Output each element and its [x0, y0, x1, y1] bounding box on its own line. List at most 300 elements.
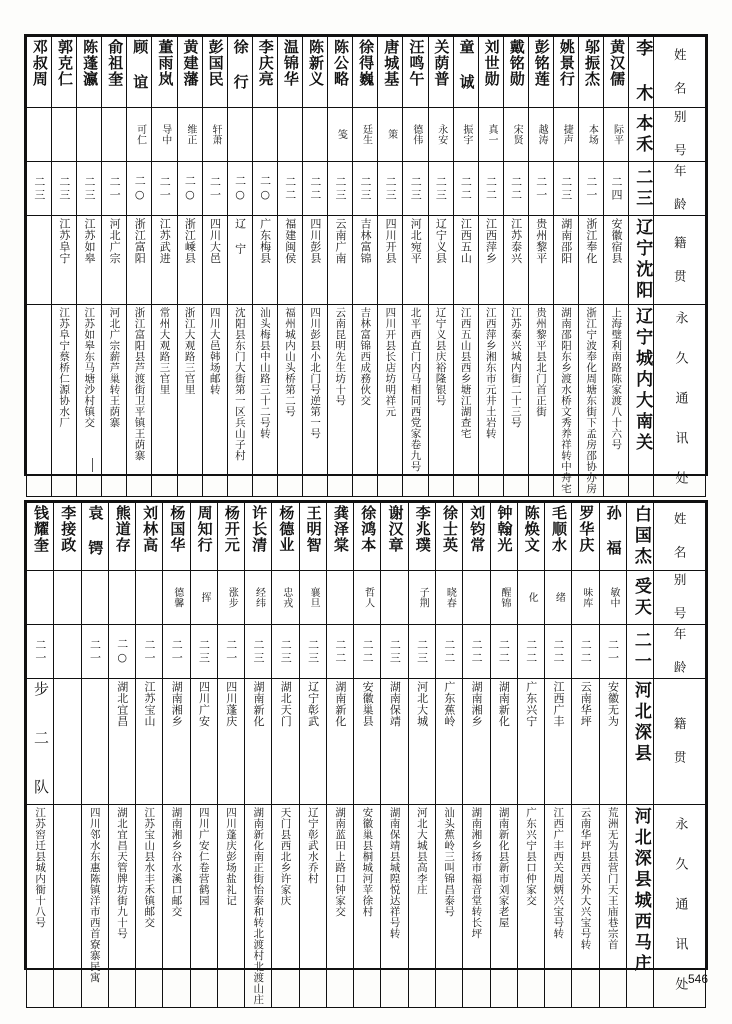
roster-cell-age: [545, 625, 572, 679]
roster-cell-age: [127, 162, 152, 216]
roster-cell-age: [381, 625, 408, 679]
roster-cell-alias: [303, 108, 328, 162]
roster-text-alias: 涨步: [226, 587, 238, 608]
row-label-text: 姓 名: [672, 512, 688, 561]
roster-text-origin: 四川广安: [197, 681, 211, 727]
roster-cell-name: [378, 37, 403, 108]
roster-cell-origin: [190, 679, 217, 805]
roster-text-name: 孙 福: [604, 505, 623, 556]
roster-cell-name: [328, 37, 353, 108]
roster-cell-origin: [435, 679, 462, 805]
roster-cell-origin: [381, 679, 408, 805]
roster-text-age: 二一: [142, 638, 156, 665]
unit-designation: [27, 679, 54, 805]
roster-text-name: 李 木: [632, 39, 653, 105]
roster-cell-name: [408, 503, 435, 571]
roster-cell-name: [277, 37, 302, 108]
roster-cell-name: [102, 37, 127, 108]
roster-text-alias: 廷生: [360, 124, 372, 145]
roster-text-address: 江西萍乡湘东市元井土岩转: [484, 307, 497, 439]
roster-text-address: 沈阳县东门大街第一区兵山子村: [233, 307, 246, 461]
roster-cell-name: [227, 37, 252, 108]
roster-cell-age: [217, 625, 244, 679]
roster-cell-alias: [277, 108, 302, 162]
roster-text-address: 湖南湘乡谷水溪口邮交: [170, 807, 183, 917]
roster-text-age: 二三: [359, 175, 373, 202]
roster-cell-origin: [328, 216, 353, 305]
roster-cell-name: [52, 37, 77, 108]
roster-text-age: 二二: [361, 638, 375, 665]
roster-cell-age: [503, 162, 528, 216]
roster-cell-address: [77, 305, 102, 497]
roster-text-age: 二三: [83, 175, 96, 202]
roster-text-age: 二二: [524, 638, 538, 665]
row-label-text: 籍 贯: [672, 717, 688, 766]
roster-text-name: 袁 锷: [86, 505, 105, 556]
roster-cell-alias: [202, 108, 227, 162]
roster-text-address: 湖南保靖县城隍悦达祥号转: [388, 807, 401, 939]
roster-cell-address: [381, 805, 408, 1008]
roster-text-alias: 忠戎: [280, 587, 292, 608]
roster-cell-age: [163, 625, 190, 679]
roster-cell-origin: [227, 216, 252, 305]
roster-text-origin: 步 二 队: [32, 681, 50, 802]
roster-cell-address: [299, 805, 326, 1008]
roster-text-address: 四川邻水东惠陈镇洋市西首寮寨民寓: [88, 807, 101, 983]
roster-text-name: 李庆亮: [256, 39, 275, 87]
roster-cell-age: [27, 162, 52, 216]
roster-cell-origin: [599, 679, 626, 805]
roster-cell-alias: [428, 108, 453, 162]
roster-text-age: 二一: [88, 638, 102, 665]
roster-text-origin: 辽 宁: [233, 218, 247, 255]
roster-text-name: 白国杰: [630, 505, 651, 568]
roster-cell-age: [202, 162, 227, 216]
roster-cell-age: [54, 625, 81, 679]
roster-text-name: 徐士英: [440, 505, 459, 553]
roster-text-alias: 德伟: [410, 124, 422, 145]
roster-text-address: 江苏宝山县水丰禾镇邮交: [143, 807, 156, 928]
roster-grid-top: [26, 36, 706, 497]
roster-text-origin: 福建闽侯: [283, 218, 297, 264]
roster-cell-age: [328, 162, 353, 216]
roster-text-alias: 绪: [553, 592, 565, 603]
roster-text-name: 徐 行: [231, 39, 250, 90]
roster-cell-alias: [52, 108, 77, 162]
roster-cell-alias: [252, 108, 277, 162]
roster-text-address: 北平西直门内马相同西党家卷九号: [409, 307, 422, 472]
roster-text-origin: 湖南新化: [252, 681, 266, 727]
roster-text-name: 姚景行: [557, 39, 576, 87]
row-label-origin: [654, 679, 706, 805]
roster-text-name: 徐鸿本: [359, 505, 378, 553]
roster-text-age: 二一: [158, 175, 172, 202]
roster-cell-origin: [528, 216, 553, 305]
roster-text-address: 四川开县长店坊明祥元: [384, 307, 397, 417]
roster-cell-alias: [381, 571, 408, 625]
roster-text-name: 温锦华: [281, 39, 300, 87]
roster-cell-name: [127, 37, 152, 108]
roster-cell-name: [435, 503, 462, 571]
roster-cell-origin: [403, 216, 428, 305]
roster-text-name: 钟翰光: [495, 505, 514, 553]
roster-cell-age: [463, 625, 490, 679]
roster-text-name: 杨开元: [222, 505, 241, 553]
roster-text-address: 天门县西北乡许家庆: [279, 807, 292, 906]
roster-cell-origin: [354, 679, 381, 805]
roster-cell-alias: [102, 108, 127, 162]
roster-cell-name: [27, 37, 52, 108]
roster-text-age: 二三: [632, 167, 653, 210]
roster-cell-alias: [463, 571, 490, 625]
roster-cell-address: [303, 305, 328, 497]
row-label-text: 籍 贯: [672, 235, 688, 285]
roster-cell-origin: [245, 679, 272, 805]
roster-cell-name: [252, 37, 277, 108]
roster-text-address: 汕头梅县中山路三十二号转: [258, 307, 271, 439]
roster-cell-alias: [403, 108, 428, 162]
roster-text-alias: 维正: [184, 124, 196, 145]
roster-cell-origin: [503, 216, 528, 305]
roster-cell-origin: [102, 216, 127, 305]
roster-text-origin: 四川蓬庆: [224, 681, 238, 727]
roster-text-origin: 广东兴宁: [524, 681, 538, 727]
roster-text-age: 二一: [108, 175, 122, 202]
roster-text-age: 二一: [534, 175, 548, 202]
roster-text-age: 二一: [584, 175, 598, 202]
roster-text-name: 刘世勋: [482, 39, 501, 87]
roster-cell-alias: [629, 108, 654, 162]
roster-text-alias: 哲人: [362, 587, 374, 608]
roster-cell-alias: [152, 108, 177, 162]
roster-text-address: 四川大邑韩场邮转: [208, 307, 221, 395]
roster-cell-origin: [54, 679, 81, 805]
roster-text-address: 贵州黎平县北门首正街: [534, 307, 547, 417]
roster-grid-bottom: [26, 502, 706, 1008]
roster-cell-name: [202, 37, 227, 108]
roster-text-address: 四川彭县小北门号逆第一号: [309, 307, 322, 439]
roster-text-alias: 捷声: [561, 124, 573, 145]
roster-cell-origin: [478, 216, 503, 305]
roster-text-address: 四川蓬庆彭场盐礼记: [225, 807, 238, 906]
roster-cell-age: [428, 162, 453, 216]
roster-text-origin: 吉林富锦: [359, 218, 373, 264]
roster-text-name: 熊道存: [113, 505, 132, 553]
roster-text-age: 二四: [609, 175, 623, 202]
roster-text-age: 二二: [333, 638, 347, 665]
row-label-text: 年 龄: [672, 164, 688, 213]
roster-cell-alias: [190, 571, 217, 625]
roster-cell-origin: [299, 679, 326, 805]
roster-cell-address: [108, 805, 135, 1008]
roster-text-age: 二一: [606, 638, 620, 665]
roster-text-age: 二一: [33, 638, 47, 665]
roster-cell-origin: [127, 216, 152, 305]
roster-cell-age: [152, 162, 177, 216]
roster-cell-alias: [517, 571, 544, 625]
roster-text-origin: 浙江富阳: [133, 218, 147, 264]
roster-text-origin: 浙江嵊县: [183, 218, 197, 264]
table-row: [27, 679, 706, 805]
roster-cell-name: [626, 503, 653, 571]
roster-text-origin: 湖南保靖: [388, 681, 402, 727]
roster-cell-name: [353, 37, 378, 108]
roster-text-age: 二三: [384, 175, 398, 202]
roster-cell-name: [553, 37, 578, 108]
roster-text-alias: 宋贤: [511, 124, 523, 145]
roster-cell-origin: [81, 679, 108, 805]
roster-cell-address: [428, 305, 453, 497]
row-label-text: 别 号: [672, 573, 688, 622]
roster-text-name: 童 诚: [457, 39, 476, 90]
roster-text-name: 徐得巍: [357, 39, 376, 87]
roster-cell-origin: [152, 216, 177, 305]
roster-text-address: 浙江大观路三官里: [183, 307, 196, 395]
roster-text-origin: 湖南湘乡: [470, 681, 484, 727]
roster-cell-age: [272, 625, 299, 679]
roster-cell-address: [579, 305, 604, 497]
roster-cell-origin: [277, 216, 302, 305]
roster-text-alias: 经纬: [253, 587, 265, 608]
roster-text-origin: 江苏武进: [158, 218, 172, 264]
table-row: [27, 805, 706, 1008]
roster-text-age: 二二: [470, 638, 484, 665]
roster-text-address: 四川广安仁卷营鹤园: [197, 807, 210, 906]
row-label-text: 年 龄: [672, 627, 688, 676]
roster-cell-name: [428, 37, 453, 108]
roster-cell-address: [629, 305, 654, 497]
roster-text-name: 黄建藩: [181, 39, 200, 87]
roster-text-name: 周知行: [195, 505, 214, 553]
roster-cell-address: [27, 305, 52, 497]
roster-cell-alias: [604, 108, 629, 162]
roster-cell-alias: [227, 108, 252, 162]
roster-cell-age: [227, 162, 252, 216]
roster-cell-address: [272, 805, 299, 1008]
roster-text-origin: 湖北宜昌: [115, 681, 129, 727]
roster-text-name: 杨国华: [168, 505, 187, 553]
roster-text-name: 顾 谊: [131, 39, 150, 90]
roster-cell-alias: [27, 571, 54, 625]
roster-cell-address: [190, 805, 217, 1008]
roster-text-origin: 江西五山: [459, 218, 473, 264]
roster-cell-name: [629, 37, 654, 108]
roster-text-age: 二三: [252, 638, 266, 665]
roster-text-address: 江西广丰西关周炳兴宝号转: [552, 807, 565, 939]
roster-cell-address: [478, 305, 503, 497]
roster-text-address: 河北深县城西马庄: [630, 807, 651, 975]
roster-cell-age: [626, 625, 653, 679]
roster-cell-age: [108, 625, 135, 679]
roster-cell-age: [245, 625, 272, 679]
page-number: 546: [687, 972, 708, 986]
roster-text-name: 唐城基: [382, 39, 401, 87]
roster-text-origin: 江西广丰: [551, 681, 565, 727]
roster-text-alias: 化: [526, 592, 538, 603]
roster-text-name: 陈公略: [332, 39, 351, 87]
roster-cell-alias: [136, 571, 163, 625]
roster-text-address: 湖南蓝田上路口钟家交: [334, 807, 347, 917]
roster-cell-address: [277, 305, 302, 497]
roster-cell-address: [52, 305, 77, 497]
roster-text-name: 黄汉儒: [608, 39, 627, 87]
roster-text-origin: 浙江奉化: [584, 218, 598, 264]
roster-cell-origin: [52, 216, 77, 305]
roster-cell-origin: [545, 679, 572, 805]
row-label-alias: [654, 571, 706, 625]
roster-cell-alias: [299, 571, 326, 625]
roster-cell-age: [277, 162, 302, 216]
roster-text-address: 广东兴宁县口仲家交: [524, 807, 537, 906]
roster-text-address: 荒洲无为县营门天王庙巷宗首: [606, 807, 619, 950]
roster-cell-age: [354, 625, 381, 679]
roster-cell-alias: [326, 571, 353, 625]
roster-cell-name: [272, 503, 299, 571]
roster-text-origin: 江西萍乡: [484, 218, 498, 264]
roster-cell-age: [27, 625, 54, 679]
roster-cell-age: [528, 162, 553, 216]
roster-cell-age: [453, 162, 478, 216]
roster-cell-age: [478, 162, 503, 216]
roster-text-alias: 本禾: [632, 113, 653, 156]
roster-cell-origin: [579, 216, 604, 305]
roster-cell-alias: [272, 571, 299, 625]
roster-text-alias: 真一: [485, 124, 497, 145]
roster-cell-name: [54, 503, 81, 571]
roster-cell-age: [517, 625, 544, 679]
roster-cell-address: [202, 305, 227, 497]
roster-cell-age: [190, 625, 217, 679]
roster-text-address: 湖南新化南正街怡泰和转北渡村北渡山庄: [252, 807, 265, 1005]
roster-text-address: 江西五山县西乡塘江湖查宅: [459, 307, 472, 439]
roster-text-address: 江苏泰兴城内街二十三号: [509, 307, 522, 428]
roster-text-name: 俞祖奎: [106, 39, 125, 87]
roster-text-alias: 德馨: [171, 587, 183, 608]
roster-text-origin: 湖南新化: [333, 681, 347, 727]
roster-cell-origin: [202, 216, 227, 305]
roster-text-age: 二二: [497, 638, 511, 665]
roster-cell-name: [217, 503, 244, 571]
roster-cell-name: [604, 37, 629, 108]
table-row: [27, 37, 706, 108]
roster-cell-name: [403, 37, 428, 108]
roster-cell-age: [490, 625, 517, 679]
roster-cell-origin: [326, 679, 353, 805]
roster-cell-name: [572, 503, 599, 571]
roster-cell-origin: [378, 216, 403, 305]
roster-text-address: 江苏阜宁蔡桥仁源协水厂: [58, 307, 71, 428]
roster-text-age: 二三: [279, 638, 293, 665]
roster-text-origin: 江苏如皋: [83, 218, 96, 264]
roster-cell-alias: [354, 571, 381, 625]
roster-cell-alias: [599, 571, 626, 625]
roster-cell-address: [217, 805, 244, 1008]
table-row: [27, 571, 706, 625]
roster-cell-name: [299, 503, 326, 571]
roster-cell-name: [545, 503, 572, 571]
roster-text-origin: 江苏阜宁: [57, 218, 71, 264]
roster-text-address: 河北广宗薪芦巢转王荫寨: [108, 307, 121, 428]
roster-cell-alias: [54, 571, 81, 625]
roster-cell-address: [599, 805, 626, 1008]
roster-text-name: 陈焕文: [522, 505, 541, 553]
row-label-address: [654, 305, 706, 497]
roster-text-age: 二二: [579, 638, 593, 665]
roster-text-address: 湖北宜昌天管牌坊街九十号: [115, 807, 128, 939]
roster-cell-name: [579, 37, 604, 108]
roster-text-address: 辽宁彰武水乔村: [306, 807, 319, 884]
roster-cell-name: [190, 503, 217, 571]
roster-cell-address: [127, 305, 152, 497]
roster-cell-alias: [553, 108, 578, 162]
roster-cell-address: [102, 305, 127, 497]
roster-text-name: 毛顺水: [550, 505, 569, 553]
roster-text-address: 湖南新化县新市刘家老屋: [497, 807, 510, 928]
roster-cell-origin: [136, 679, 163, 805]
roster-text-age: 二三: [409, 175, 423, 202]
roster-text-address: 安徽巢县桐城河苹徐村: [361, 807, 374, 917]
roster-cell-alias: [545, 571, 572, 625]
roster-cell-origin: [572, 679, 599, 805]
roster-text-age: 二○: [258, 174, 272, 203]
roster-text-origin: 湖南湘乡: [170, 681, 184, 727]
roster-text-name: 邓叔周: [30, 39, 49, 87]
roster-cell-age: [81, 625, 108, 679]
roster-cell-age: [572, 625, 599, 679]
roster-text-origin: 云南华坪: [579, 681, 593, 727]
roster-cell-origin: [604, 216, 629, 305]
roster-text-alias: 挥: [198, 592, 210, 603]
roster-text-address: 上海璧利南路陈家渡八十六号: [610, 307, 623, 450]
roster-text-alias: 振宇: [460, 124, 472, 145]
roster-table-top: [24, 34, 708, 494]
table-row: [27, 162, 706, 216]
roster-cell-origin: [453, 216, 478, 305]
roster-cell-name: [599, 503, 626, 571]
roster-cell-origin: [629, 216, 654, 305]
roster-cell-origin: [303, 216, 328, 305]
roster-cell-name: [354, 503, 381, 571]
roster-cell-address: [163, 805, 190, 1008]
roster-cell-alias: [353, 108, 378, 162]
roster-text-origin: 安徽无为: [606, 681, 620, 727]
roster-cell-alias: [453, 108, 478, 162]
roster-text-name: 彭铭莲: [532, 39, 551, 87]
roster-text-alias: 永安: [435, 124, 447, 145]
roster-cell-address: [490, 805, 517, 1008]
roster-text-address: 江苏如皋东马塘沙村镇交: [83, 307, 96, 428]
roster-cell-address: [326, 805, 353, 1008]
roster-cell-name: [381, 503, 408, 571]
roster-text-address: 辽宁城内大南关: [632, 307, 653, 454]
roster-text-origin: 河北大城: [415, 681, 429, 727]
roster-text-address: 湖南湘乡扬市福音堂转长坪: [470, 807, 483, 939]
roster-cell-alias: [108, 571, 135, 625]
roster-cell-address: [463, 805, 490, 1008]
roster-text-age: 二二: [509, 175, 523, 202]
roster-cell-age: [599, 625, 626, 679]
roster-cell-origin: [428, 216, 453, 305]
roster-text-age: 二二: [484, 175, 498, 202]
roster-cell-name: [27, 503, 54, 571]
row-label-text: 永 久 通 讯 处: [672, 816, 688, 996]
roster-text-name: 关荫普: [432, 39, 451, 87]
roster-cell-alias: [478, 108, 503, 162]
roster-cell-origin: [408, 679, 435, 805]
roster-cell-alias: [528, 108, 553, 162]
row-label-age: [654, 625, 706, 679]
roster-cell-name: [108, 503, 135, 571]
